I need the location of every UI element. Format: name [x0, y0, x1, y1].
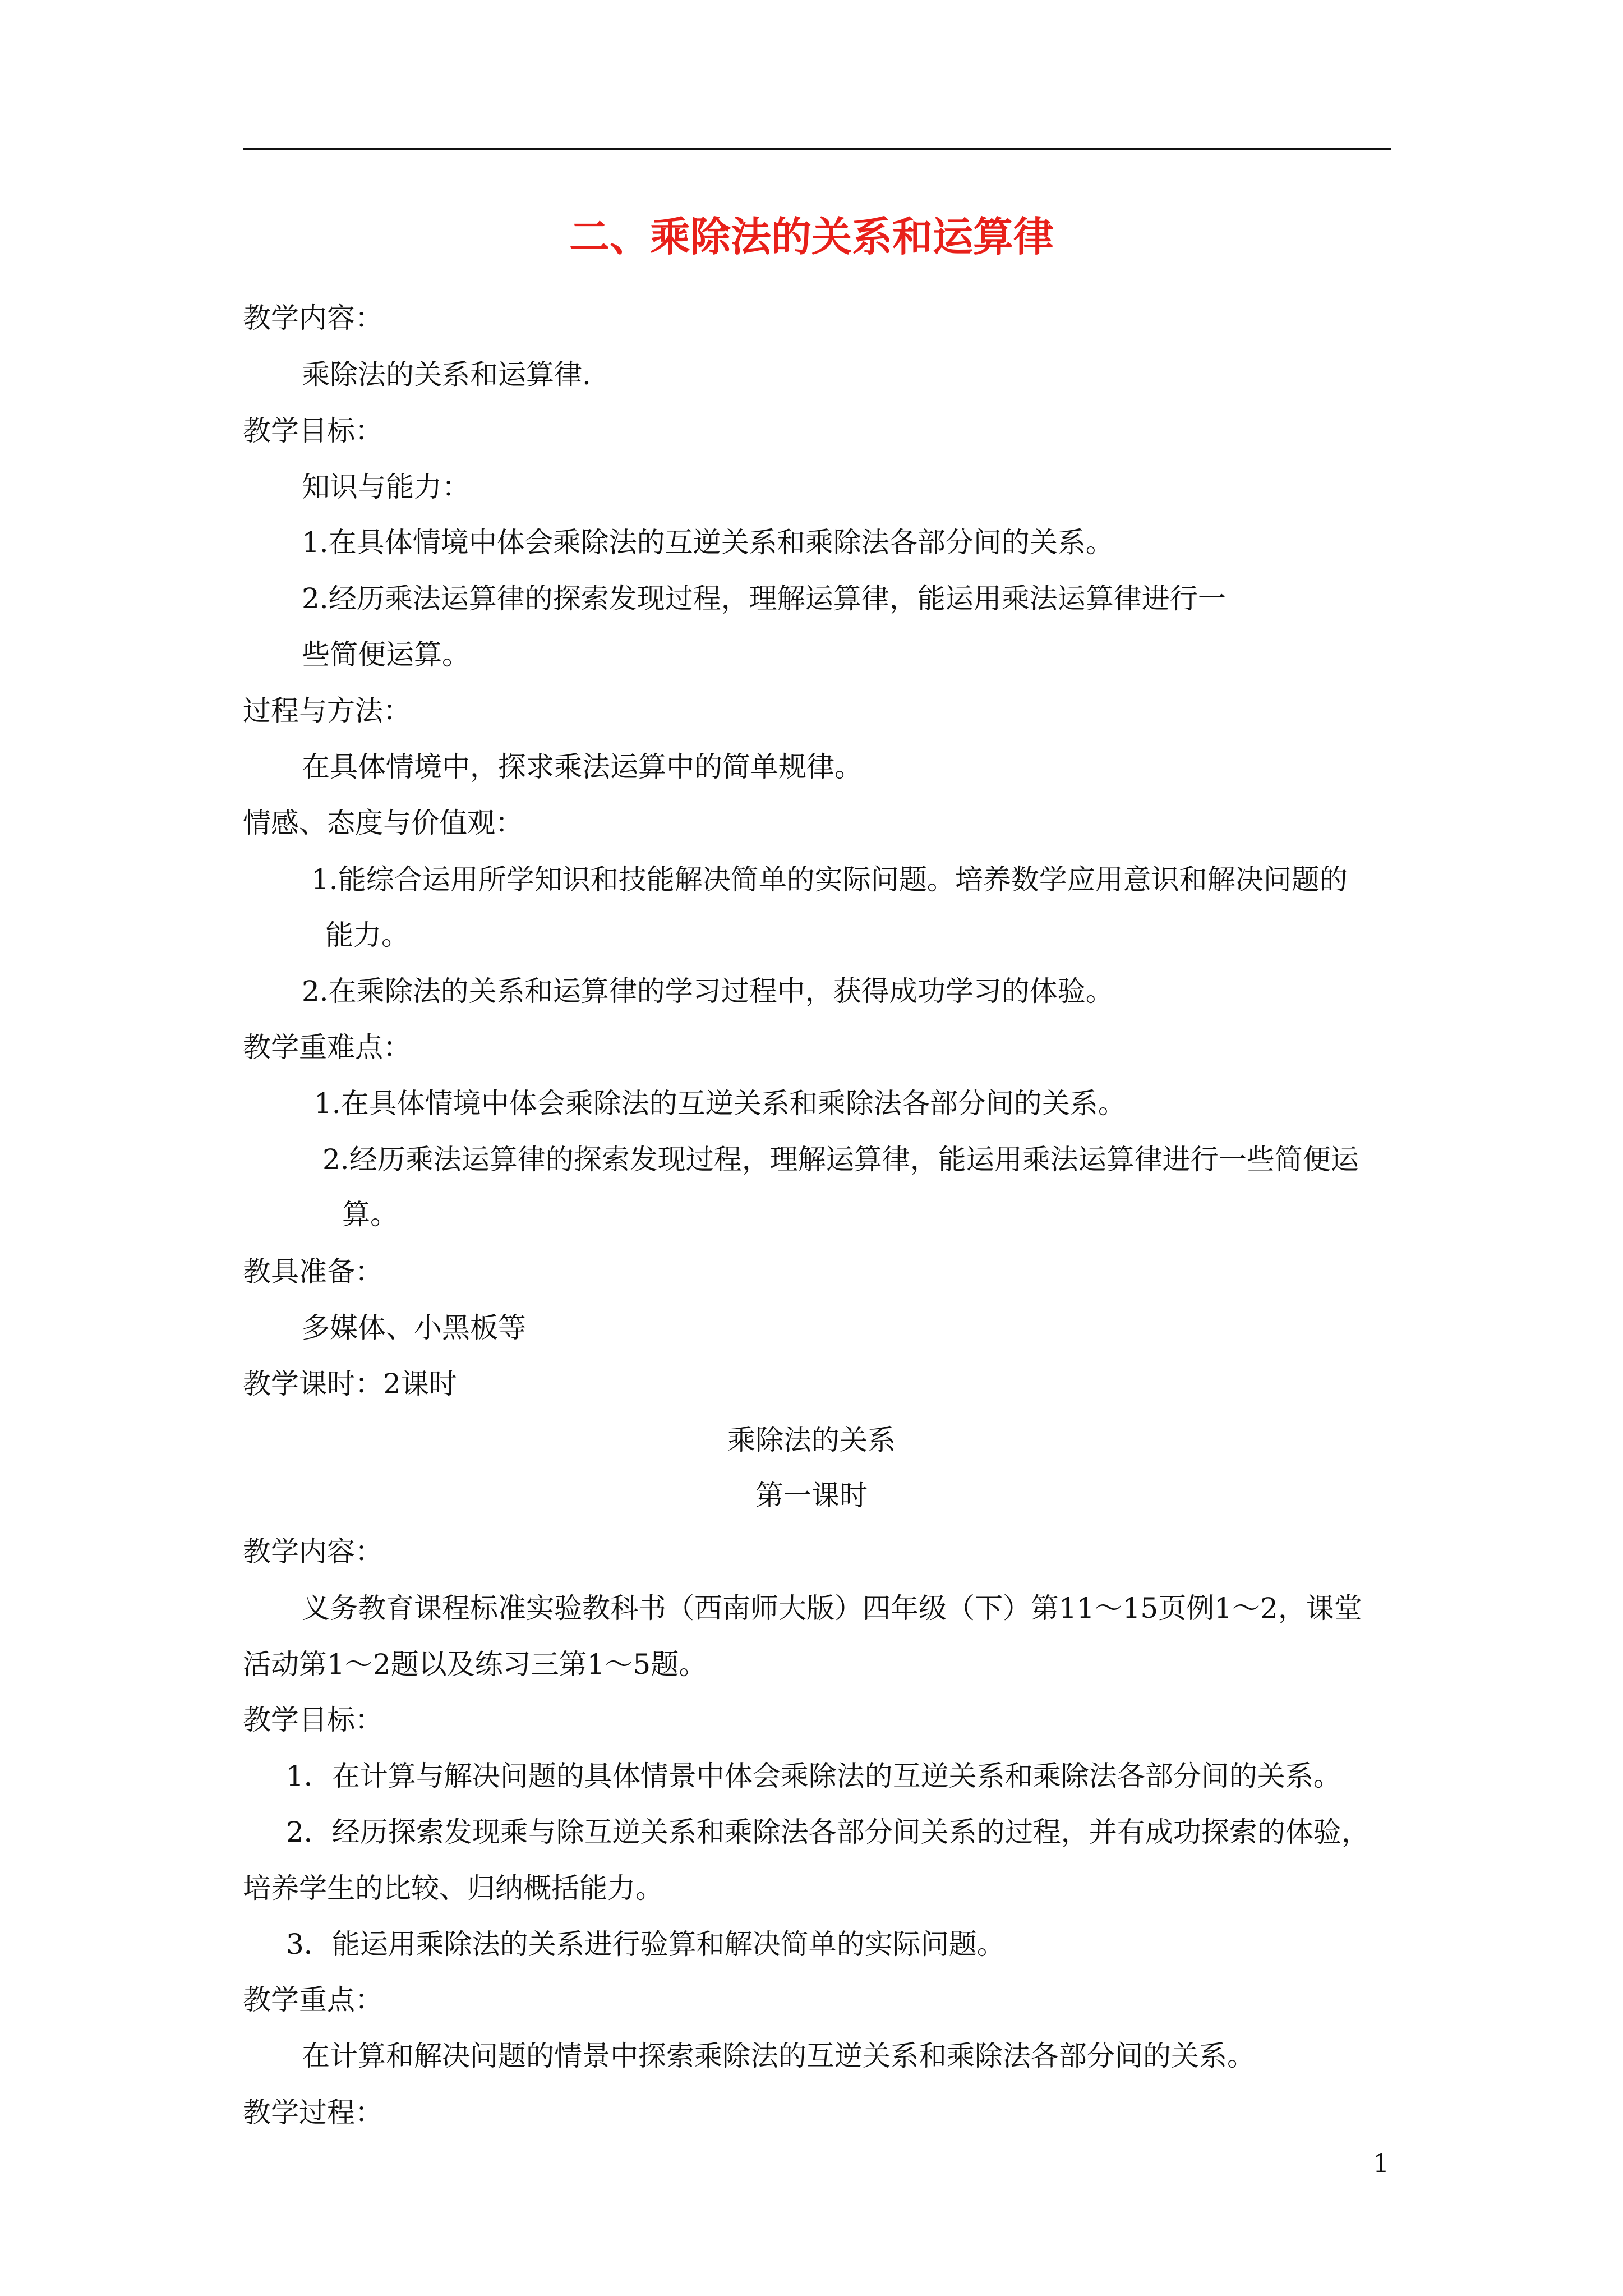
- list-item: 2．经历探索发现乘与除互逆关系和乘除法各部分间关系的过程，并有成功探索的体验，: [286, 1816, 1370, 1848]
- list-item: 1.在具体情境中体会乘除法的互逆关系和乘除法各部分间的关系。: [302, 526, 1114, 559]
- paragraph: 多媒体、小黑板等: [302, 1312, 526, 1344]
- paragraph: 义务教育课程标准实验教科书（西南师大版）四年级（下）第11～15页例1～2，课堂: [302, 1592, 1362, 1625]
- heading-emotion-values: 情感、态度与价值观：: [243, 807, 523, 839]
- paragraph: 在具体情境中，探求乘法运算中的简单规律。: [302, 751, 863, 783]
- heading-teaching-process: 教学过程：: [243, 2096, 383, 2129]
- list-item-continued: 算。: [342, 1198, 398, 1231]
- list-item: 2.在乘除法的关系和运算律的学习过程中，获得成功学习的体验。: [302, 975, 1114, 1007]
- heading-teaching-aids: 教具准备：: [243, 1255, 383, 1288]
- heading-teaching-goals: 教学目标：: [243, 1704, 383, 1736]
- lesson-title: 第一课时: [755, 1479, 868, 1512]
- heading-process-method: 过程与方法：: [243, 694, 411, 727]
- heading-key-difficult-points: 教学重难点：: [243, 1031, 411, 1064]
- list-item-continued: 培养学生的比较、归纳概括能力。: [243, 1872, 663, 1904]
- list-item: 2.经历乘法运算律的探索发现过程，理解运算律，能运用乘法运算律进行一些简便运: [322, 1143, 1359, 1176]
- list-item: 2.经历乘法运算律的探索发现过程，理解运算律，能运用乘法运算律进行一: [302, 582, 1226, 615]
- subheading-knowledge: 知识与能力：: [302, 471, 470, 503]
- page-number: 1: [1373, 2148, 1390, 2178]
- section-title: 乘除法的关系: [727, 1424, 896, 1456]
- heading-teaching-content: 教学内容：: [243, 302, 383, 334]
- header-rule: [243, 148, 1391, 150]
- heading-teaching-content: 教学内容：: [243, 1535, 383, 1568]
- heading-class-hours: 教学课时：2课时: [243, 1368, 457, 1400]
- paragraph: 乘除法的关系和运算律.: [302, 358, 591, 391]
- paragraph: 在计算和解决问题的情景中探索乘除法的互逆关系和乘除法各部分间的关系。: [302, 2040, 1255, 2072]
- document-title: 二、乘除法的关系和运算律: [569, 213, 1054, 260]
- list-item: 1.在具体情境中体会乘除法的互逆关系和乘除法各部分间的关系。: [314, 1087, 1126, 1120]
- paragraph-continued: 活动第1～2题以及练习三第1～5题。: [243, 1648, 707, 1681]
- heading-teaching-focus: 教学重点：: [243, 1984, 383, 2016]
- list-item: 3．能运用乘除法的关系进行验算和解决简单的实际问题。: [286, 1928, 1005, 1961]
- list-item: 1.能综合运用所学知识和技能解决简单的实际问题。培养数学应用意识和解决问题的: [311, 863, 1348, 896]
- heading-teaching-goals: 教学目标：: [243, 415, 383, 447]
- list-item-continued: 能力。: [325, 919, 409, 951]
- list-item-continued: 些简便运算。: [302, 638, 470, 671]
- list-item: 1．在计算与解决问题的具体情景中体会乘除法的互逆关系和乘除法各部分间的关系。: [286, 1760, 1341, 1792]
